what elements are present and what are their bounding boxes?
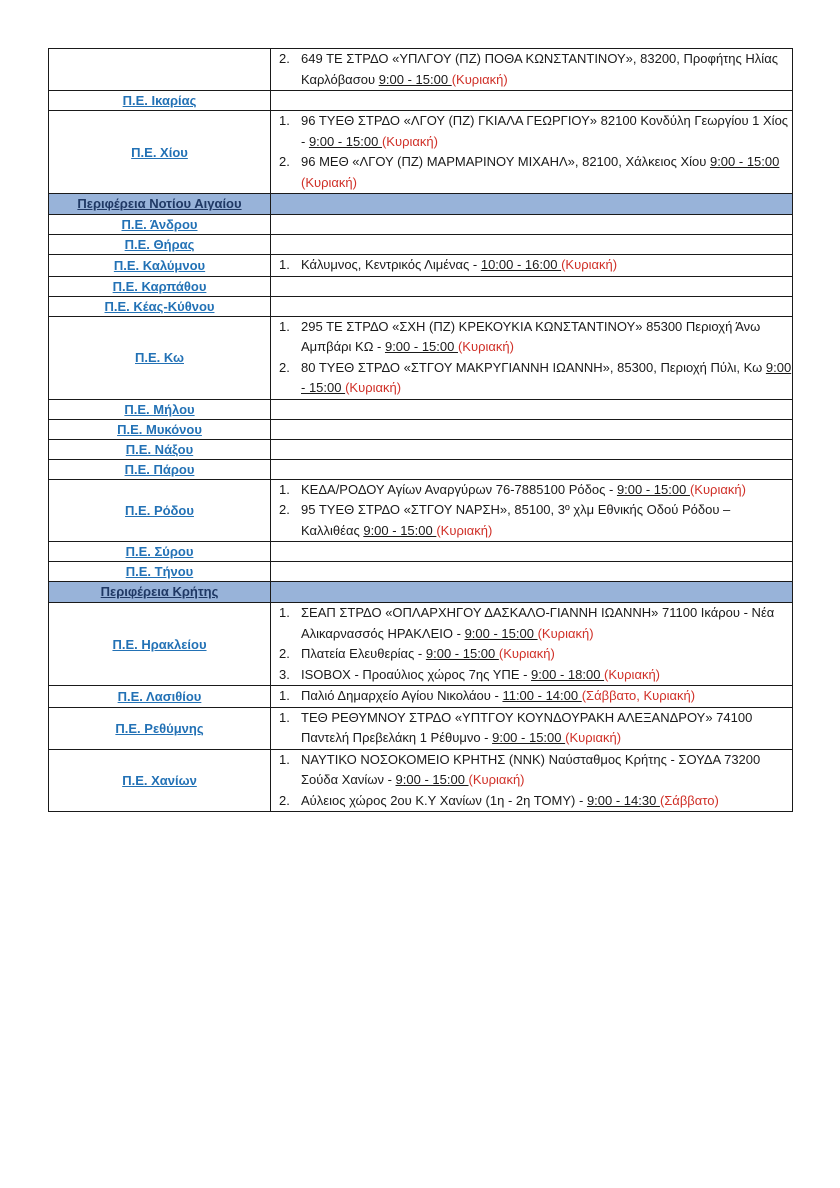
region-link[interactable]: Π.Ε. Ηρακλείου bbox=[112, 636, 207, 652]
item-number: 1. bbox=[279, 709, 290, 725]
location-text: ΚΕΔΑ/ΡΟΔΟΥ Αγίων Αναργύρων 76-7885100 Ρόδος - bbox=[301, 481, 617, 497]
table-row bbox=[49, 276, 793, 296]
days-text: (Κυριακή) bbox=[436, 522, 493, 538]
region-link[interactable]: Π.Ε. Θήρας bbox=[124, 237, 195, 252]
region-cell bbox=[49, 542, 271, 562]
location-item-text bbox=[301, 152, 792, 193]
locations-cell bbox=[271, 316, 793, 399]
location-item-text bbox=[301, 750, 792, 791]
table-row bbox=[49, 419, 793, 439]
region-link[interactable]: Π.Ε. Ικαρίας bbox=[122, 93, 197, 108]
locations-cell bbox=[271, 255, 793, 277]
locations-cell bbox=[271, 479, 793, 542]
location-text: 95 ΤΥΕΘ ΣΤΡΔΟ «ΣΤΓΟΥ ΝΑΡΣΗ», 85100, 3º χλμ Εθνικής Οδού Ρόδου – Καλλιθέας bbox=[301, 502, 731, 538]
table-row bbox=[49, 459, 793, 479]
table-row bbox=[49, 439, 793, 459]
region-cell bbox=[49, 459, 271, 479]
region-link[interactable]: Π.Ε. Ρόδου bbox=[125, 502, 194, 518]
item-number: 2. bbox=[279, 154, 290, 169]
days-text: (Κυριακή) bbox=[345, 380, 402, 395]
location-text: 295 ΤΕ ΣΤΡΔΟ «ΣΧΗ (ΠΖ) ΚΡΕΚΟΥΚΙΑ ΚΩΝΣΤΑΝΤΙΝΟΥ» 85300 Περιοχή Άνω Αμπβάρι ΚΩ - bbox=[301, 318, 761, 354]
region-link[interactable]: Π.Ε. Μήλου bbox=[124, 401, 195, 417]
locations-cell bbox=[271, 235, 793, 255]
table-row bbox=[49, 707, 793, 749]
hours-text: 11:00 - 14:00 bbox=[502, 688, 582, 703]
location-item bbox=[271, 500, 792, 541]
region-cell bbox=[49, 316, 271, 399]
location-item bbox=[271, 708, 792, 749]
location-item bbox=[271, 358, 792, 399]
table-row bbox=[49, 399, 793, 419]
item-number: 1. bbox=[279, 751, 290, 767]
location-text: 96 ΜΕΘ «ΛΓΟΥ (ΠΖ) ΜΑΡΜΑΡΙΝΟΥ ΜΙΧΑΗΛ», 82100, Χάλκειος Χίου bbox=[301, 154, 710, 169]
region-cell bbox=[49, 91, 271, 111]
item-number: 1. bbox=[279, 688, 290, 703]
location-item bbox=[271, 791, 792, 812]
locations-cell bbox=[271, 399, 793, 419]
region-cell bbox=[49, 215, 271, 235]
location-text: 649 ΤΕ ΣΤΡΔΟ «ΥΠΛΓΟΥ (ΠΖ) ΠΟΘΑ ΚΩΝΣΤΑΝΤΙΝΟΥ», 83200, Προφήτης Ηλίας Καρλόβασου bbox=[301, 51, 778, 87]
hours-text: 9:00 - 15:00 bbox=[425, 646, 499, 661]
region-link[interactable]: Π.Ε. Λασιθίου bbox=[117, 688, 202, 704]
table-row bbox=[49, 316, 793, 399]
location-text: 80 ΤΥΕΘ ΣΤΡΔΟ «ΣΤΓΟΥ ΜΑΚΡΥΓΙΑΝΝΗ ΙΩΑΝΝΗ», 85300, Περιοχή Πύλι, Κω bbox=[301, 359, 766, 375]
item-number: 3. bbox=[279, 666, 290, 682]
location-item bbox=[271, 750, 792, 791]
location-text: 96 ΤΥΕΘ ΣΤΡΔΟ «ΛΓΟΥ (ΠΖ) ΓΚΙΑΛΑ ΓΕΩΡΓΙΟΥ» 82100 Κονδύλη Γεωργίου 1 Χίος - bbox=[301, 113, 789, 149]
region-link[interactable]: Π.Ε. Καρπάθου bbox=[112, 278, 207, 294]
days-text: (Κυριακή) bbox=[301, 174, 357, 190]
locations-cell bbox=[271, 542, 793, 562]
table-row bbox=[49, 479, 793, 542]
location-item-text bbox=[301, 686, 792, 707]
location-item bbox=[271, 686, 792, 707]
hours-text: 9:00 - 15:00 bbox=[395, 772, 469, 787]
location-item-text bbox=[301, 665, 792, 686]
region-link[interactable]: Π.Ε. Τήνου bbox=[125, 564, 194, 579]
location-text: ISOBOX - Προαύλιος χώρος 7ης ΥΠΕ - bbox=[301, 666, 532, 682]
days-text: (Κυριακή) bbox=[457, 339, 514, 354]
locations-cell bbox=[271, 91, 793, 111]
days-text: (Κυριακή) bbox=[561, 257, 618, 272]
item-number: 2. bbox=[279, 792, 290, 808]
region-link[interactable]: Π.Ε. Καλύμνου bbox=[113, 257, 206, 273]
location-item-text bbox=[301, 791, 792, 812]
location-item-text bbox=[301, 317, 792, 358]
section-header-label: Περιφέρεια Κρήτης bbox=[100, 584, 219, 599]
section-header-cell bbox=[49, 582, 271, 603]
hours-text: 9:00 - 15:00 bbox=[492, 730, 566, 745]
item-number: 2. bbox=[279, 51, 290, 66]
table-row bbox=[49, 749, 793, 812]
location-item-text bbox=[301, 500, 792, 541]
hours-text: 9:00 - 15:00 bbox=[363, 522, 437, 538]
table-row bbox=[49, 235, 793, 255]
section-header-spacer-cell bbox=[271, 582, 793, 603]
region-cell bbox=[49, 749, 271, 812]
region-link[interactable]: Π.Ε. Πάρου bbox=[124, 461, 195, 477]
region-cell bbox=[49, 296, 271, 316]
table-row bbox=[49, 215, 793, 235]
location-item bbox=[271, 111, 792, 152]
table-row bbox=[49, 603, 793, 686]
location-text: Αύλειος χώρος 2ου Κ.Υ Χανίων (1η - 2η ΤΟΜΥ) - bbox=[301, 792, 587, 808]
location-item bbox=[271, 317, 792, 358]
region-cell bbox=[49, 439, 271, 459]
days-text: (Κυριακή) bbox=[565, 730, 622, 745]
table-body bbox=[49, 49, 793, 812]
region-cell bbox=[49, 686, 271, 708]
table-row bbox=[49, 91, 793, 111]
region-cell bbox=[49, 399, 271, 419]
locations-cell bbox=[271, 296, 793, 316]
location-item bbox=[271, 665, 792, 686]
locations-cell bbox=[271, 603, 793, 686]
location-item-text bbox=[301, 49, 792, 90]
region-cell bbox=[49, 419, 271, 439]
location-item-text bbox=[301, 603, 792, 644]
days-text: (Κυριακή) bbox=[537, 625, 594, 641]
hours-text: 9:00 - 15:00 bbox=[384, 339, 458, 354]
locations-cell bbox=[271, 276, 793, 296]
section-header-row bbox=[49, 582, 793, 603]
region-cell bbox=[49, 255, 271, 277]
hours-text: 9:00 - 15:00 bbox=[709, 154, 780, 169]
region-link[interactable]: Π.Ε. Άνδρου bbox=[121, 217, 198, 232]
section-header-label: Περιφέρεια Νοτίου Αιγαίου bbox=[77, 196, 242, 211]
location-item bbox=[271, 480, 792, 501]
locations-cell bbox=[271, 459, 793, 479]
region-cell bbox=[49, 562, 271, 582]
hours-text: 9:00 - 15:00 bbox=[301, 359, 792, 395]
location-item bbox=[271, 255, 792, 276]
locations-cell bbox=[271, 439, 793, 459]
locations-cell bbox=[271, 562, 793, 582]
days-text: (Κυριακή) bbox=[604, 666, 661, 682]
region-cell bbox=[49, 603, 271, 686]
vaccination-points-table bbox=[48, 48, 793, 812]
item-number: 1. bbox=[279, 257, 290, 272]
location-item bbox=[271, 152, 792, 193]
location-text: ΤΕΘ ΡΕΘΥΜΝΟΥ ΣΤΡΔΟ «ΥΠΤΓΟΥ ΚΟΥΝΔΟΥΡΑΚΗ ΑΛΕΞΑΝΔΡΟΥ» 74100 Παντελή Πρεβελάκη 1 Ρέθυμνο - bbox=[301, 709, 753, 745]
hours-text: 9:00 - 14:30 bbox=[586, 792, 660, 808]
region-link[interactable]: Π.Ε. Νάξου bbox=[125, 441, 194, 457]
hours-text: 9:00 - 15:00 bbox=[464, 625, 538, 641]
location-item bbox=[271, 603, 792, 644]
item-number: 1. bbox=[279, 481, 290, 497]
region-cell bbox=[49, 235, 271, 255]
days-text: (Σάββατο) bbox=[659, 792, 719, 808]
locations-cell bbox=[271, 111, 793, 194]
region-link[interactable]: Π.Ε. Χίου bbox=[131, 144, 188, 160]
table-row bbox=[49, 542, 793, 562]
location-item-text bbox=[301, 480, 792, 501]
region-link[interactable]: Π.Ε. Κω bbox=[135, 350, 184, 365]
section-header-row bbox=[49, 194, 793, 215]
item-number: 1. bbox=[279, 318, 290, 334]
locations-cell bbox=[271, 49, 793, 91]
table-row bbox=[49, 255, 793, 277]
location-item-text bbox=[301, 358, 792, 399]
location-item-text bbox=[301, 708, 792, 749]
item-number: 1. bbox=[279, 113, 290, 128]
item-number: 2. bbox=[279, 646, 290, 661]
location-item-text bbox=[301, 644, 792, 665]
region-link[interactable]: Π.Ε. Σύρου bbox=[125, 544, 194, 559]
item-number: 1. bbox=[279, 605, 290, 620]
region-link[interactable]: Π.Ε. Μυκόνου bbox=[117, 421, 202, 437]
locations-cell bbox=[271, 707, 793, 749]
table-row bbox=[49, 562, 793, 582]
location-text: Πλατεία Ελευθερίας - bbox=[301, 646, 426, 661]
location-item-text bbox=[301, 111, 792, 152]
section-header-spacer-cell bbox=[271, 194, 793, 215]
hours-text: 10:00 - 16:00 bbox=[480, 257, 562, 272]
hours-text: 9:00 - 15:00 bbox=[308, 133, 382, 149]
hours-text: 9:00 - 15:00 bbox=[616, 481, 690, 497]
locations-cell bbox=[271, 749, 793, 812]
table-row bbox=[49, 296, 793, 316]
days-text: (Κυριακή) bbox=[451, 71, 508, 87]
location-item bbox=[271, 644, 792, 665]
location-text: Παλιό Δημαρχείο Αγίου Νικολάου - bbox=[301, 688, 503, 703]
location-text: Κάλυμνος, Κεντρικός Λιμένας - bbox=[301, 257, 481, 272]
location-text: ΝΑΥΤΙΚΟ ΝΟΣΟΚΟΜΕΙΟ ΚΡΗΤΗΣ (ΝΝΚ) Ναύσταθμος Κρήτης - ΣΟΥΔΑ 73200 Σούδα Χανίων - bbox=[301, 751, 761, 787]
location-item bbox=[271, 49, 792, 90]
location-item-text bbox=[301, 255, 792, 276]
locations-cell bbox=[271, 215, 793, 235]
region-cell bbox=[49, 707, 271, 749]
item-number: 2. bbox=[279, 359, 290, 375]
locations-cell bbox=[271, 419, 793, 439]
region-link[interactable]: Π.Ε. Χανίων bbox=[122, 772, 197, 788]
region-cell bbox=[49, 276, 271, 296]
region-cell bbox=[49, 111, 271, 194]
hours-text: 9:00 - 15:00 bbox=[378, 71, 452, 87]
days-text: (Σάββατο, Κυριακή) bbox=[581, 688, 696, 703]
location-text: ΣΕΑΠ ΣΤΡΔΟ «ΟΠΛΑΡΧΗΓΟΥ ΔΑΣΚΑΛΟ-ΓΙΑΝΝΗ ΙΩΑΝΝΗ» 71100 Ικάρου - Νέα Αλικαρνασσός ΗΡΑΚΛΕΙΟ - bbox=[301, 605, 775, 641]
region-cell bbox=[49, 479, 271, 542]
region-cell bbox=[49, 49, 271, 91]
days-text: (Κυριακή) bbox=[689, 481, 746, 497]
days-text: (Κυριακή) bbox=[498, 646, 555, 661]
days-text: (Κυριακή) bbox=[468, 772, 525, 787]
section-header-cell bbox=[49, 194, 271, 215]
locations-cell bbox=[271, 686, 793, 708]
table-row bbox=[49, 686, 793, 708]
table-row bbox=[49, 49, 793, 91]
days-text: (Κυριακή) bbox=[381, 133, 438, 149]
item-number: 2. bbox=[279, 502, 290, 517]
region-link[interactable]: Π.Ε. Κέας-Κύθνου bbox=[104, 298, 215, 314]
hours-text: 9:00 - 18:00 bbox=[531, 666, 605, 682]
table-row bbox=[49, 111, 793, 194]
region-link[interactable]: Π.Ε. Ρεθύμνης bbox=[115, 720, 204, 736]
